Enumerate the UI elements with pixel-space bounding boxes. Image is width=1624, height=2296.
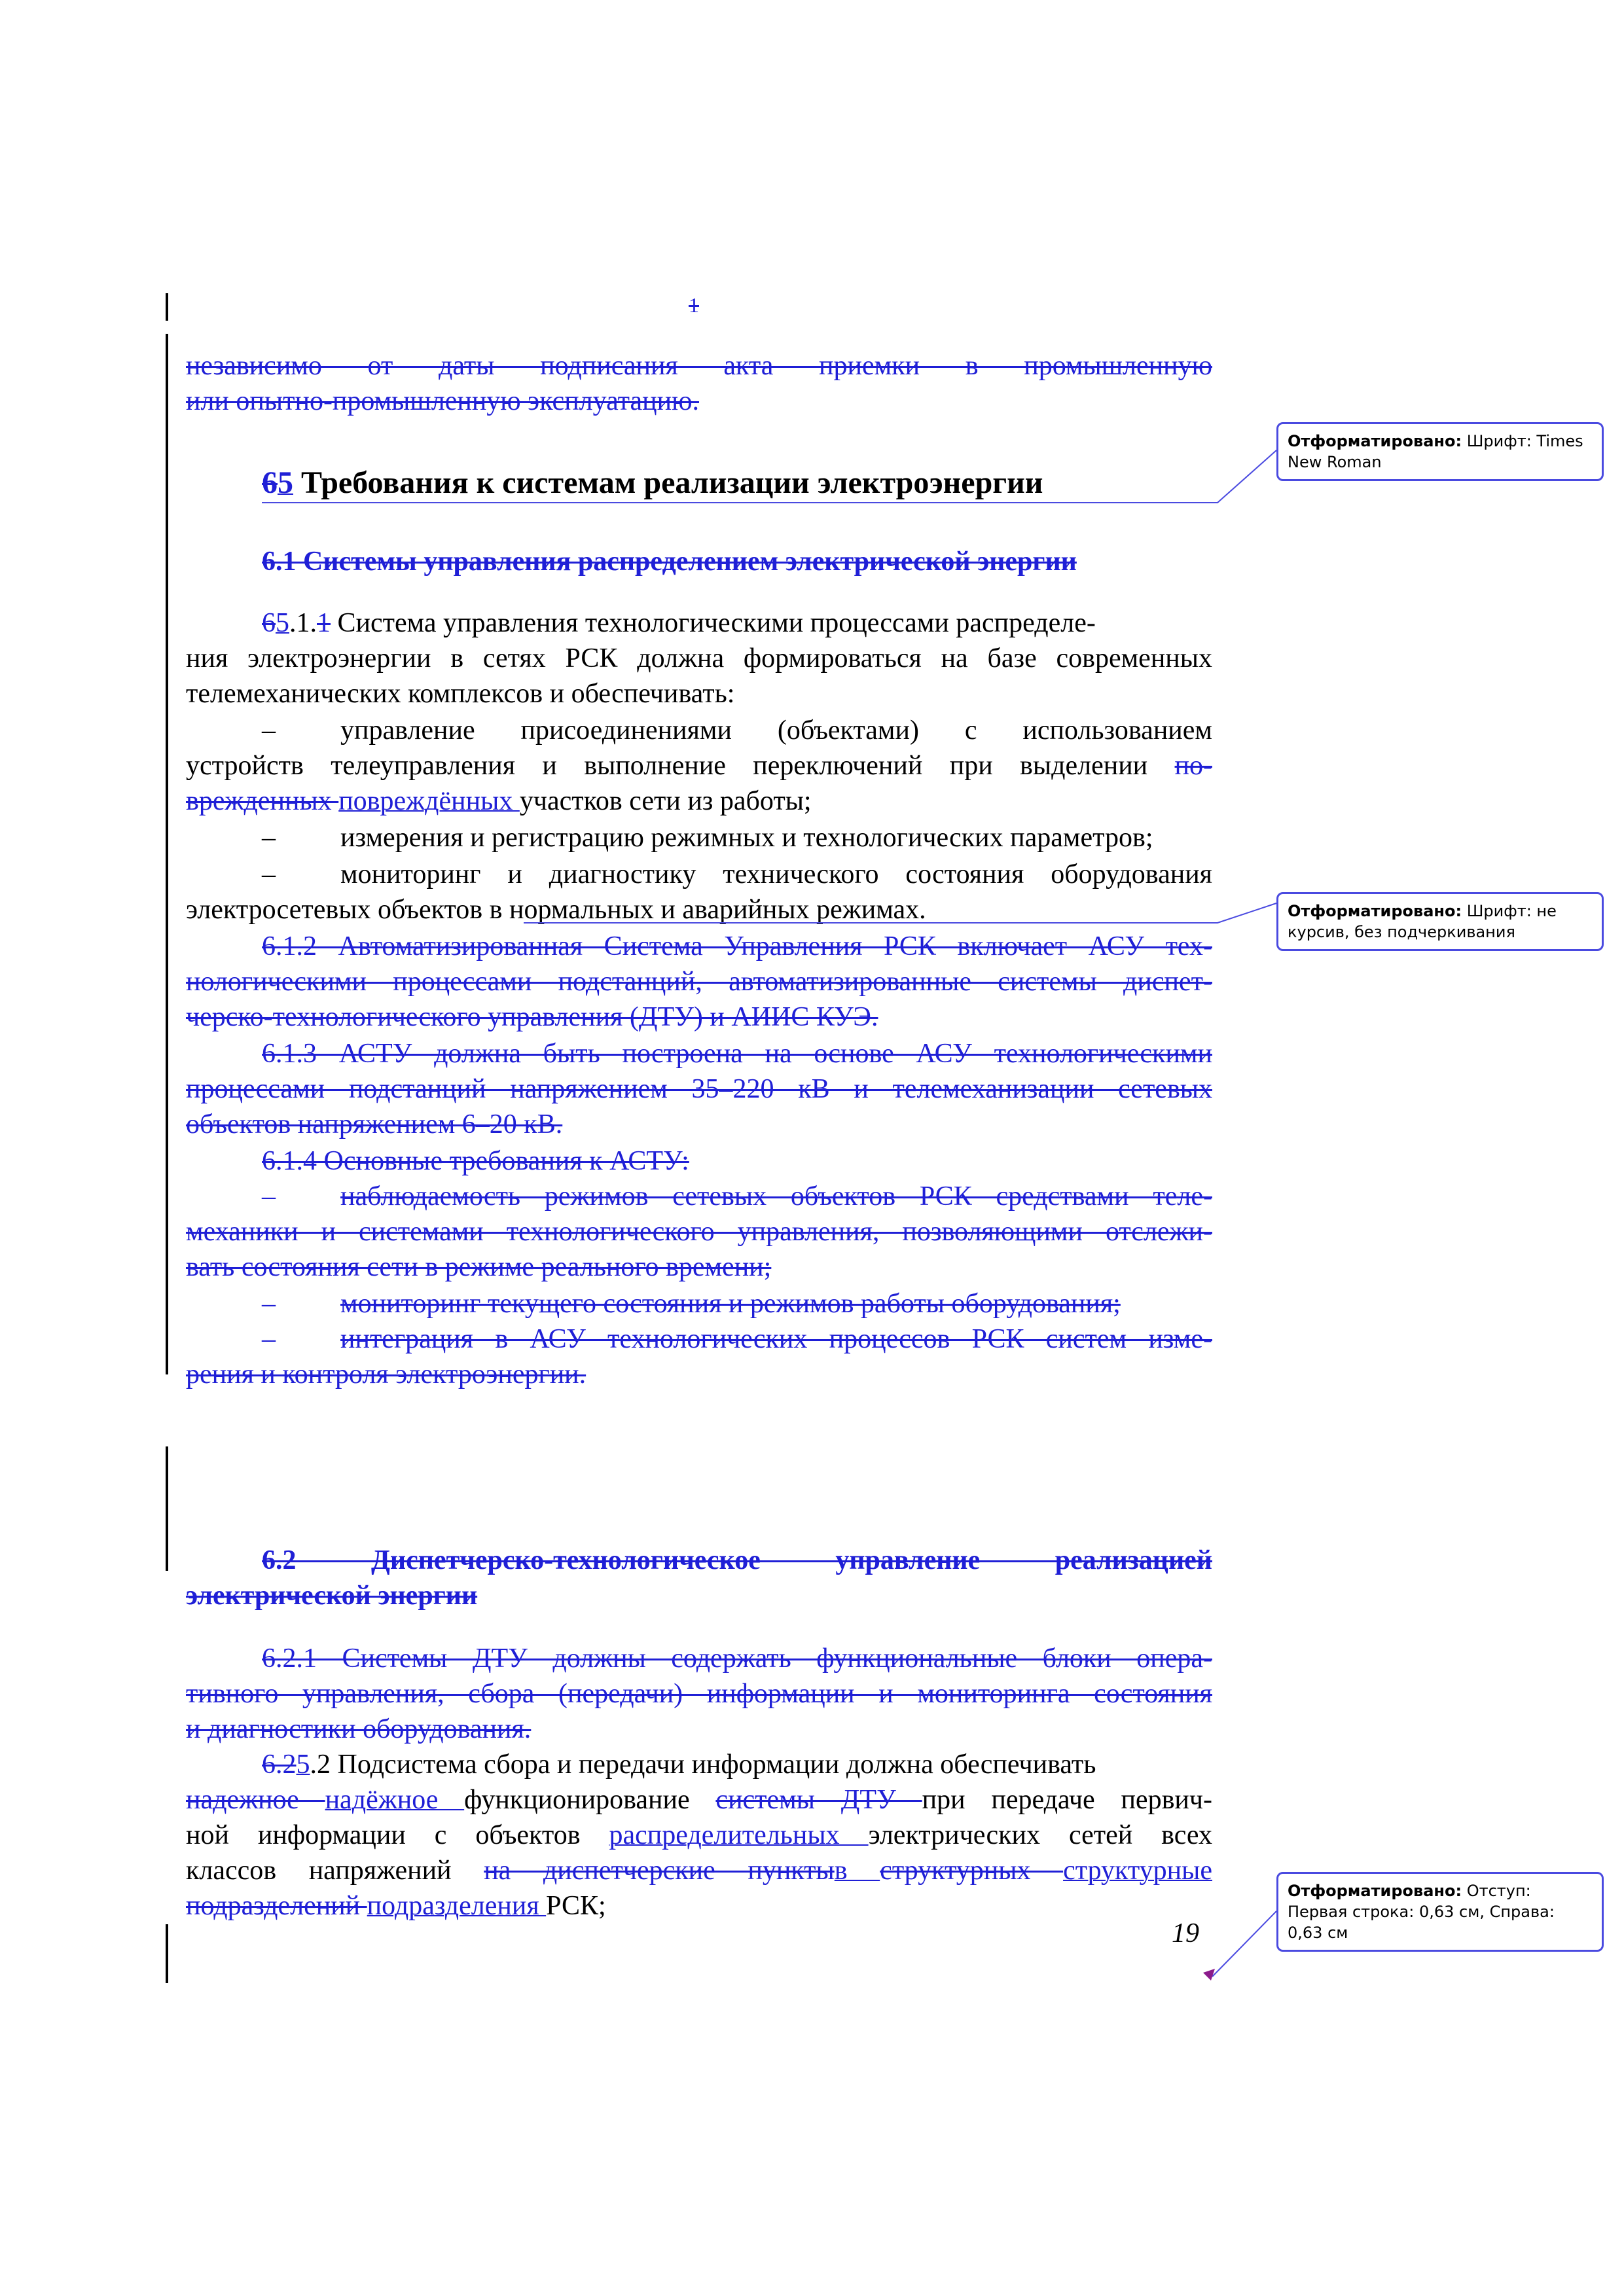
deleted-line: 6.1.4 Основные требования к АСТУ: (262, 1146, 689, 1176)
deleted-text: структурных (880, 1856, 1064, 1886)
deleted-text: интеграция в АСУ технологических процессов РСК систем изме- (340, 1324, 1212, 1354)
plain-text: РСК; (546, 1891, 606, 1921)
plain-text: ной информации с объектов (186, 1820, 609, 1850)
inserted-text: 5 (276, 608, 289, 638)
bullet-dash: – (262, 715, 276, 745)
plain-text: мониторинг и диагностику технического состояния оборудования (340, 859, 1212, 889)
inserted-text: 5 (278, 465, 293, 500)
header-marker: 1 (689, 293, 699, 317)
plain-text: функционирование (464, 1785, 716, 1815)
inserted-text: подразделения (367, 1891, 547, 1921)
comment-text: Шрифт: Times New Roman (1288, 432, 1583, 471)
page-number: 19 (1172, 1918, 1199, 1948)
format-comment-balloon[interactable] (1276, 892, 1604, 951)
balloon-anchor-arrow (1203, 1969, 1215, 1981)
deleted-text: подразделений (186, 1891, 367, 1921)
plain-text: .1. (289, 608, 317, 638)
deleted-line: 6.2.1 Системы ДТУ должны содержать функциональные блоки опера- (262, 1643, 1212, 1674)
bullet-dash: – (262, 1289, 276, 1319)
bullet-dash: – (262, 823, 276, 853)
inserted-text: надёжное (325, 1785, 465, 1815)
deleted-line: тивного управления, сбора (передачи) информации и мониторинга состояния (186, 1679, 1212, 1709)
deleted-text: надежное (186, 1785, 325, 1815)
plain-text: Система управления технологическими процессами распределе- (331, 608, 1096, 638)
deleted-line: вать состояния сети в режиме реального времени; (186, 1252, 772, 1282)
inserted-text: в (834, 1856, 880, 1886)
plain-text: классов напряжений (186, 1856, 484, 1886)
inserted-text: повреждённых (338, 786, 520, 816)
text-line: независимо от даты подписания акта приемки в промышленную (186, 351, 1212, 381)
balloon-connector (262, 450, 1276, 503)
deleted-text: врежденных (186, 786, 339, 816)
plain-text: электрических сетей всех (868, 1820, 1212, 1850)
text-line: электросетевых объектов в нормальных и аварийных режимах. (186, 895, 926, 925)
deleted-text: 6 (262, 465, 278, 500)
plain-text: устройств телеуправления и выполнение переключений при выделении (186, 751, 1175, 781)
balloon-connector (524, 903, 1276, 923)
bullet-dash: – (262, 1324, 276, 1354)
inserted-text: распределительных (609, 1820, 869, 1850)
deleted-text: по- (1174, 751, 1212, 781)
deleted-line: объектов напряжением 6–20 кВ. (186, 1109, 563, 1139)
format-comment-balloon[interactable] (1276, 1872, 1604, 1952)
comment-title: Отформатировано: (1288, 432, 1462, 450)
comment-text: Шрифт: не курсив, без подчеркивания (1288, 902, 1557, 941)
text-line: телемеханических комплексов и обеспечивать: (186, 679, 735, 709)
deleted-line: 6.1.2 Автоматизированная Система Управления РСК включает АСУ тех- (262, 931, 1212, 961)
format-comment-balloon[interactable] (1276, 422, 1604, 481)
deleted-text: на диспетчерские пункты (484, 1856, 835, 1886)
deleted-line: процессами подстанций напряжением 35–220 кВ и телемеханизации сетевых (186, 1074, 1212, 1104)
deleted-line: нологическими процессами подстанций, автоматизированные системы диспет- (186, 967, 1212, 997)
deleted-line: черско-технологического управления (ДТУ) и АИИС КУЭ. (186, 1002, 878, 1032)
deleted-line: 6.1.3 АСТУ должна быть построена на основе АСУ технологическими (262, 1039, 1212, 1069)
plain-text: участков сети из работы; (519, 786, 812, 816)
bullet-dash: – (262, 1181, 276, 1211)
deleted-heading: 6.2 Диспетчерско-технологическое управление реализацией (262, 1545, 1212, 1575)
inserted-text: 5 (296, 1749, 310, 1780)
deleted-text: наблюдаемость режимов сетевых объектов РСК средствами теле- (340, 1181, 1212, 1211)
deleted-text: мониторинг текущего состояния и режимов работы оборудования; (340, 1289, 1121, 1319)
deleted-line: рения и контроля электроэнергии. (186, 1359, 586, 1390)
deleted-text: 1 (317, 608, 331, 638)
deleted-text: 6 (262, 608, 276, 638)
deleted-text: 6.2 (262, 1749, 297, 1780)
deleted-line: механики и системами технологического управления, позволяющими отслежи- (186, 1217, 1212, 1247)
balloon-connector (1212, 1911, 1276, 1977)
text-line: ния электроэнергии в сетях РСК должна формироваться на базе современных (186, 643, 1212, 673)
comment-title: Отформатировано: (1288, 902, 1462, 920)
comment-title: Отформатировано: (1288, 1882, 1462, 1900)
text-line: или опытно-промышленную эксплуатацию. (186, 386, 699, 416)
deleted-heading: электрической энергии (186, 1581, 478, 1611)
bullet-dash: – (262, 859, 276, 889)
heading-text: Требования к системам реализации электроэнергии (293, 465, 1043, 500)
plain-text: управление присоединениями (объектами) с использованием (340, 715, 1212, 745)
plain-text: .2 Подсистема сбора и передачи информации должна обеспечивать (310, 1749, 1096, 1780)
inserted-text: структурные (1063, 1856, 1213, 1886)
comment-text: Отступ: Первая строка: 0,63 см, Справа: 0,63 см (1288, 1882, 1555, 1942)
deleted-line: и диагностики оборудования. (186, 1714, 532, 1744)
plain-text: при передаче первич- (922, 1785, 1212, 1815)
deleted-text: системы ДТУ (715, 1785, 922, 1815)
subsection-heading: 6.1 Системы управления распределением электрической энергии (262, 547, 1077, 577)
plain-text: измерения и регистрацию режимных и технологических параметров; (340, 823, 1153, 853)
